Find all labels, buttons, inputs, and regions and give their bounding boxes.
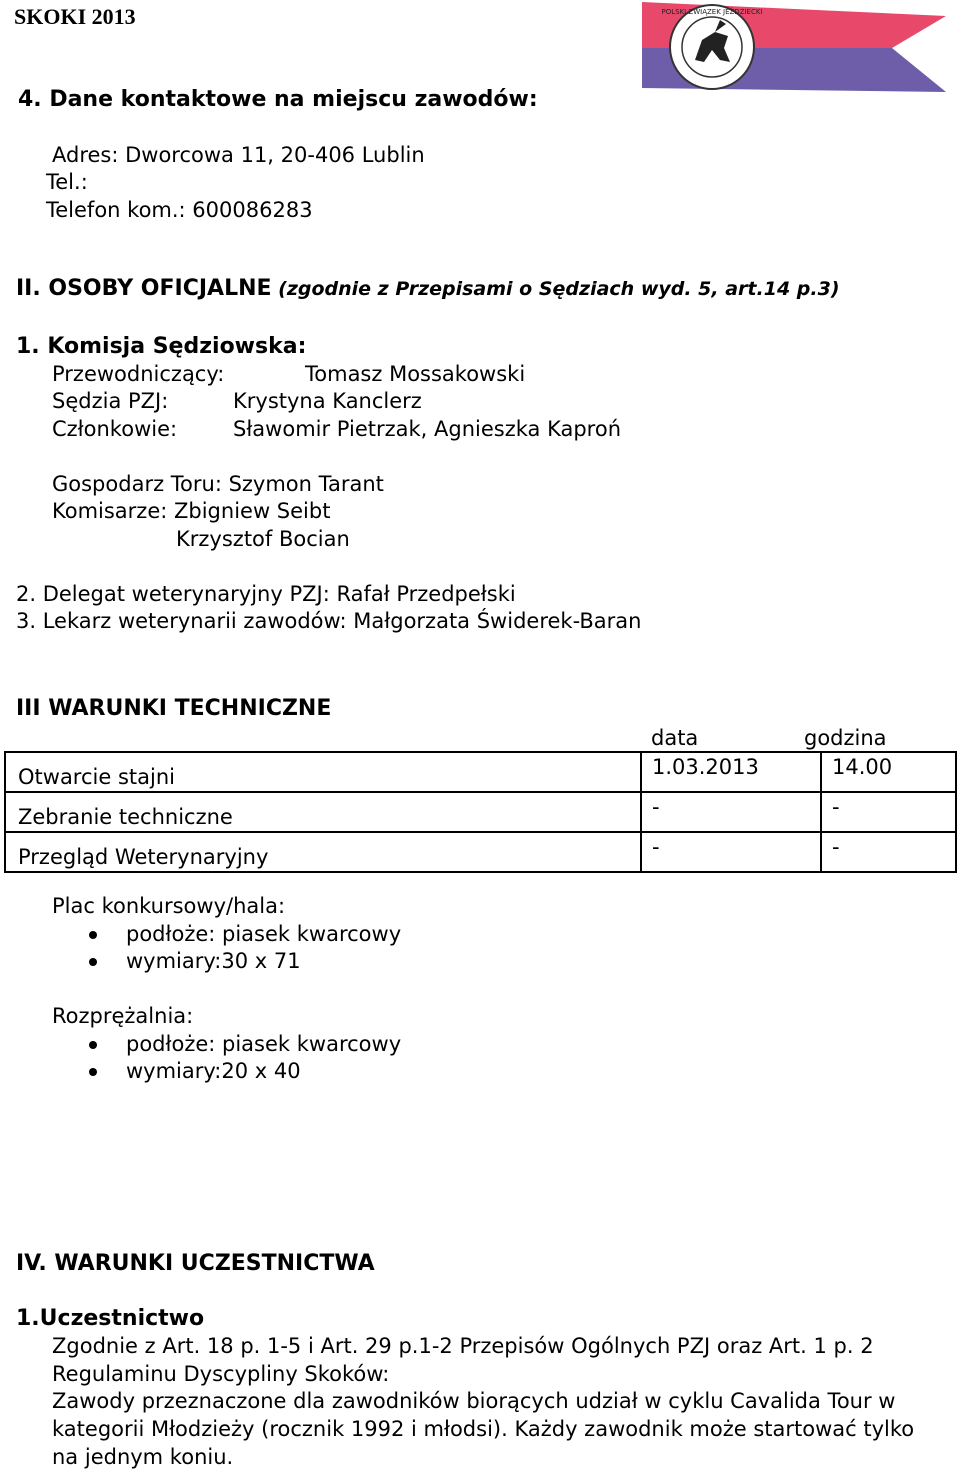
chair-label: Przewodniczący:	[52, 362, 225, 386]
bullet-icon	[89, 958, 97, 966]
officials-heading-note: (zgodnie z Przepisami o Sędziach wyd. 5, art.14 p.3)	[271, 278, 840, 300]
row-label: Zebranie techniczne	[5, 792, 641, 832]
participation-paragraph-2: Zawody przeznaczone dla zawodników biorących udział w cyklu Cavalida Tour w kategorii Młodzieży (rocznik 1992 i młodsi). Każdy zawodnik może startować tylko na jednym koniu.	[52, 1389, 915, 1469]
bullet-icon	[89, 1041, 97, 1049]
vet-doctor: 3. Lekarz weterynarii zawodów: Małgorzata Świderek-Baran	[16, 609, 642, 633]
judge-label: Sędzia PZJ:	[52, 389, 169, 413]
stewards-second: Krzysztof Bocian	[176, 527, 350, 551]
document-header-title: SKOKI 2013	[14, 4, 136, 29]
course-host: Gospodarz Toru: Szymon Tarant	[52, 472, 384, 496]
stewards: Komisarze: Zbigniew Seibt	[52, 499, 331, 523]
officials-heading	[16, 275, 840, 303]
judge-name: Krystyna Kanclerz	[233, 389, 422, 413]
contact-address: Adres: Dworcowa 11, 20-406 Lublin	[52, 143, 425, 167]
warmup-heading: Rozprężalnia:	[52, 1004, 194, 1028]
technical-schedule-table	[4, 751, 957, 873]
row-time: 14.00	[821, 752, 956, 792]
row-date: 1.03.2013	[641, 752, 821, 792]
arena-heading: Plac konkursowy/hala:	[52, 894, 286, 918]
contact-tel: Tel.:	[46, 170, 88, 194]
participation-heading: IV. WARUNKI UCZESTNICTWA	[16, 1251, 375, 1276]
table-row	[5, 752, 956, 792]
row-time: -	[821, 832, 956, 872]
contact-heading: 4. Dane kontaktowe na miejscu zawodów:	[18, 87, 538, 112]
row-label: Otwarcie stajni	[5, 752, 641, 792]
arena-item: podłoże: piasek kwarcowy	[126, 922, 402, 946]
row-label: Przegląd Weterynaryjny	[5, 832, 641, 872]
row-date: -	[641, 792, 821, 832]
table-row	[5, 792, 956, 832]
table-row	[5, 832, 956, 872]
bullet-icon	[89, 1068, 97, 1076]
chair-name: Tomasz Mossakowski	[305, 362, 526, 386]
arena-item: wymiary:30 x 71	[126, 949, 301, 973]
bullet-icon	[89, 931, 97, 939]
col-time-header: godzina	[804, 726, 887, 750]
col-date-header: data	[651, 726, 699, 750]
warmup-item: podłoże: piasek kwarcowy	[126, 1032, 402, 1056]
officials-heading-main: II. OSOBY OFICJALNE	[16, 276, 272, 301]
members-names: Sławomir Pietrzak, Agnieszka Kaproń	[233, 417, 622, 441]
row-time: -	[821, 792, 956, 832]
logo-seal-text: POLSKI ZWIĄZEK JEŹDZIECKI	[661, 8, 763, 16]
contact-mobile: Telefon kom.: 600086283	[46, 198, 313, 222]
row-date: -	[641, 832, 821, 872]
technical-heading: III WARUNKI TECHNICZNE	[16, 696, 332, 721]
vet-delegate: 2. Delegat weterynaryjny PZJ: Rafał Przedpełski	[16, 582, 516, 606]
warmup-item: wymiary:20 x 40	[126, 1059, 301, 1083]
members-label: Członkowie:	[52, 417, 178, 441]
commission-heading: 1. Komisja Sędziowska:	[16, 334, 307, 359]
participation-paragraph-1: Zgodnie z Art. 18 p. 1-5 i Art. 29 p.1-2 Przepisów Ogólnych PZJ oraz Art. 1 p. 2 Regulaminu Dyscypliny Skoków:	[52, 1334, 874, 1386]
participation-subheading: 1.Uczestnictwo	[16, 1306, 205, 1331]
pzj-flag-logo	[640, 0, 950, 104]
